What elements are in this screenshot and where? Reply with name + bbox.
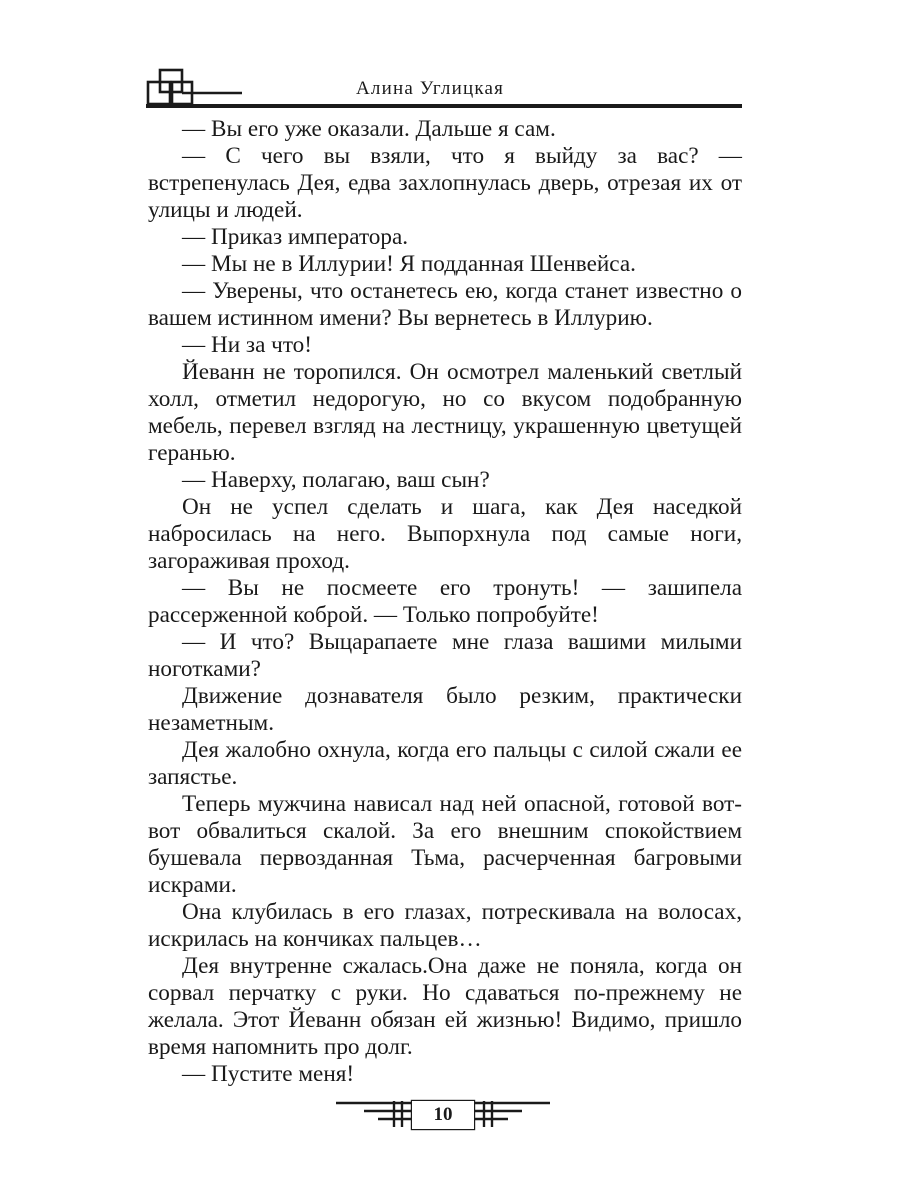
paragraph: — С чего вы взяли, что я выйду за вас? — встрепенулась Дея, едва захлопнулась дверь, отрезая их от улицы и людей.: [148, 143, 742, 223]
paragraph: Он не успел сделать и шага, как Дея наседкой набросилась на него. Выпорхнула под самые ноги, загораживая проход.: [148, 494, 742, 574]
paragraph: Дея жалобно охнула, когда его пальцы с силой сжали ее запястье.: [148, 737, 742, 790]
paragraph: — Уверены, что останетесь ею, когда станет известно о вашем истинном имени? Вы вернетесь в Иллурию.: [148, 278, 742, 331]
paragraph: Дея внутренне сжалась.Она даже не поняла, когда он сорвал перчатку с руки. Но сдаваться по-прежнему не желала. Этот Йеванн обязан ей жизнью! Видимо, пришло время напомнить про долг.: [148, 953, 742, 1060]
paragraph: — Ни за что!: [182, 332, 312, 358]
paragraph: Движение дознавателя было резким, практически незаметным.: [148, 683, 742, 736]
paragraph: — Вы не посмеете его тронуть! — зашипела рассерженной коброй. — Только попробуйте!: [148, 575, 742, 628]
page-number: 10: [412, 1101, 474, 1129]
paragraph: — И что? Выцарапаете мне глаза вашими милыми ноготками?: [148, 629, 742, 682]
paragraph: — Мы не в Иллурии! Я подданная Шенвейса.: [182, 251, 636, 277]
paragraph: Йеванн не торопился. Он осмотрел маленький светлый холл, отметил недорогую, но со вкусом подобранную мебель, перевел взгляд на лестницу, украшенную цветущей геранью.: [148, 359, 742, 466]
paragraph: — Приказ императора.: [182, 224, 409, 250]
body-text: [148, 116, 742, 1088]
paragraph: — Вы его уже оказали. Дальше я сам.: [182, 116, 556, 142]
paragraph: Теперь мужчина нависал над ней опасной, готовой вот-вот обвалиться скалой. За его внешним спокойствием бушевала первозданная Тьма, расчерченная багровыми искрами.: [148, 791, 742, 898]
paragraph: Она клубилась в его глазах, потрескивала на волосах, искрилась на кончиках пальцев…: [148, 899, 742, 952]
running-header-author: Алина Углицкая: [356, 78, 505, 99]
paragraph: — Наверху, полагаю, ваш сын?: [182, 467, 490, 493]
paragraph: — Пустите меня!: [182, 1061, 355, 1087]
header-rule: [146, 104, 742, 108]
